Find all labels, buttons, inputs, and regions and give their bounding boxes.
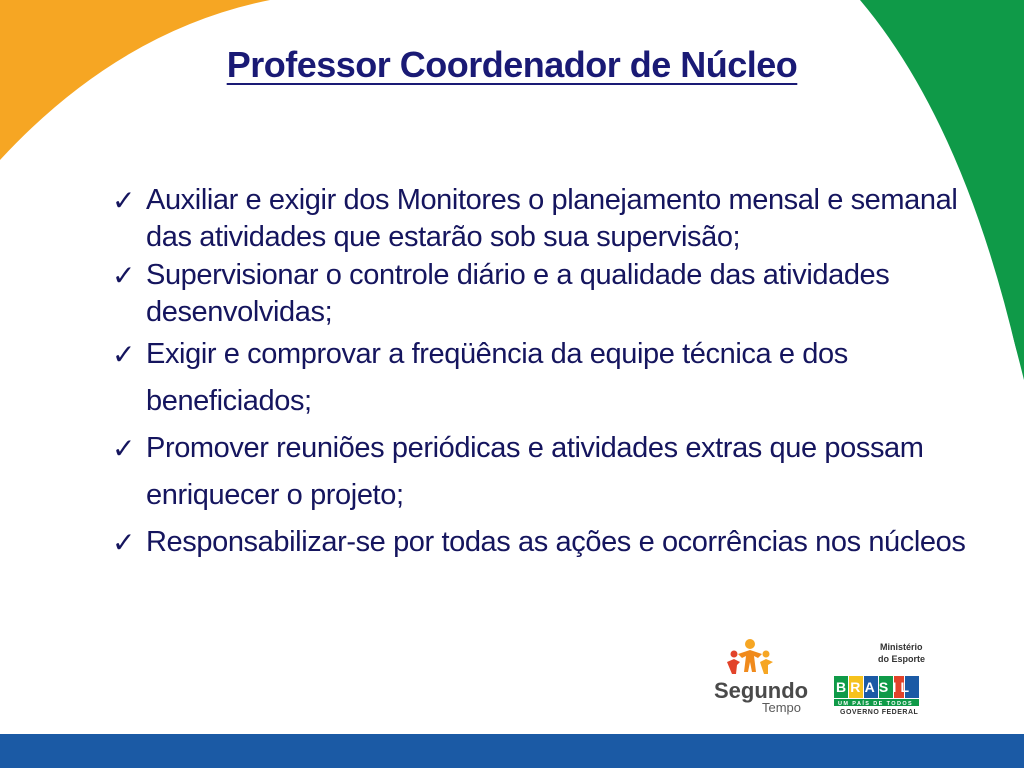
figure-body-icon	[760, 659, 773, 674]
bullet-text: Promover reuniões periódicas e atividades extras que possam enriquecer o projeto;	[146, 432, 924, 511]
checkmark-icon: ✓	[112, 527, 136, 558]
ministry-line2: do Esporte	[878, 654, 926, 664]
footer-bar	[0, 734, 1024, 768]
governo-federal-label: GOVERNO FEDERAL	[840, 709, 919, 716]
list-item	[112, 519, 972, 566]
figure-head-icon	[745, 639, 755, 649]
brasil-tagline: UM PAÍS DE TODOS	[838, 701, 914, 707]
bullet-text: Auxiliar e exigir dos Monitores o planejamento mensal e semanal das atividades que estarão sob sua supervisão;	[146, 184, 958, 253]
segundo-word: Segundo	[714, 678, 809, 703]
tempo-word: Tempo	[762, 700, 802, 715]
brasil-word: BRASIL	[836, 679, 914, 695]
figure-head-icon	[731, 651, 738, 658]
bullet-list	[112, 182, 972, 566]
sponsor-logos	[700, 632, 940, 732]
figure-body-icon	[727, 659, 740, 674]
figure-body-icon	[738, 650, 762, 672]
checkmark-icon: ✓	[112, 433, 136, 464]
segundo-tempo-logo	[714, 639, 808, 715]
bullet-text: Exigir e comprovar a freqüência da equipe técnica e dos beneficiados;	[146, 338, 848, 417]
list-item	[112, 182, 972, 256]
slide-title: Professor Coordenador de Núcleo	[226, 44, 798, 85]
figure-head-icon	[763, 651, 770, 658]
list-item	[112, 331, 972, 425]
brasil-governo-logo	[834, 642, 925, 716]
checkmark-icon: ✓	[112, 185, 136, 216]
bullet-text: Supervisionar o controle diário e a qualidade das atividades desenvolvidas;	[146, 259, 890, 328]
checkmark-icon: ✓	[112, 260, 136, 291]
list-item	[112, 425, 972, 519]
list-item	[112, 257, 972, 331]
ministry-line1: Ministério	[880, 642, 923, 652]
checkmark-icon: ✓	[112, 339, 136, 370]
bullet-text: Responsabilizar-se por todas as ações e ocorrências nos núcleos	[146, 526, 966, 558]
